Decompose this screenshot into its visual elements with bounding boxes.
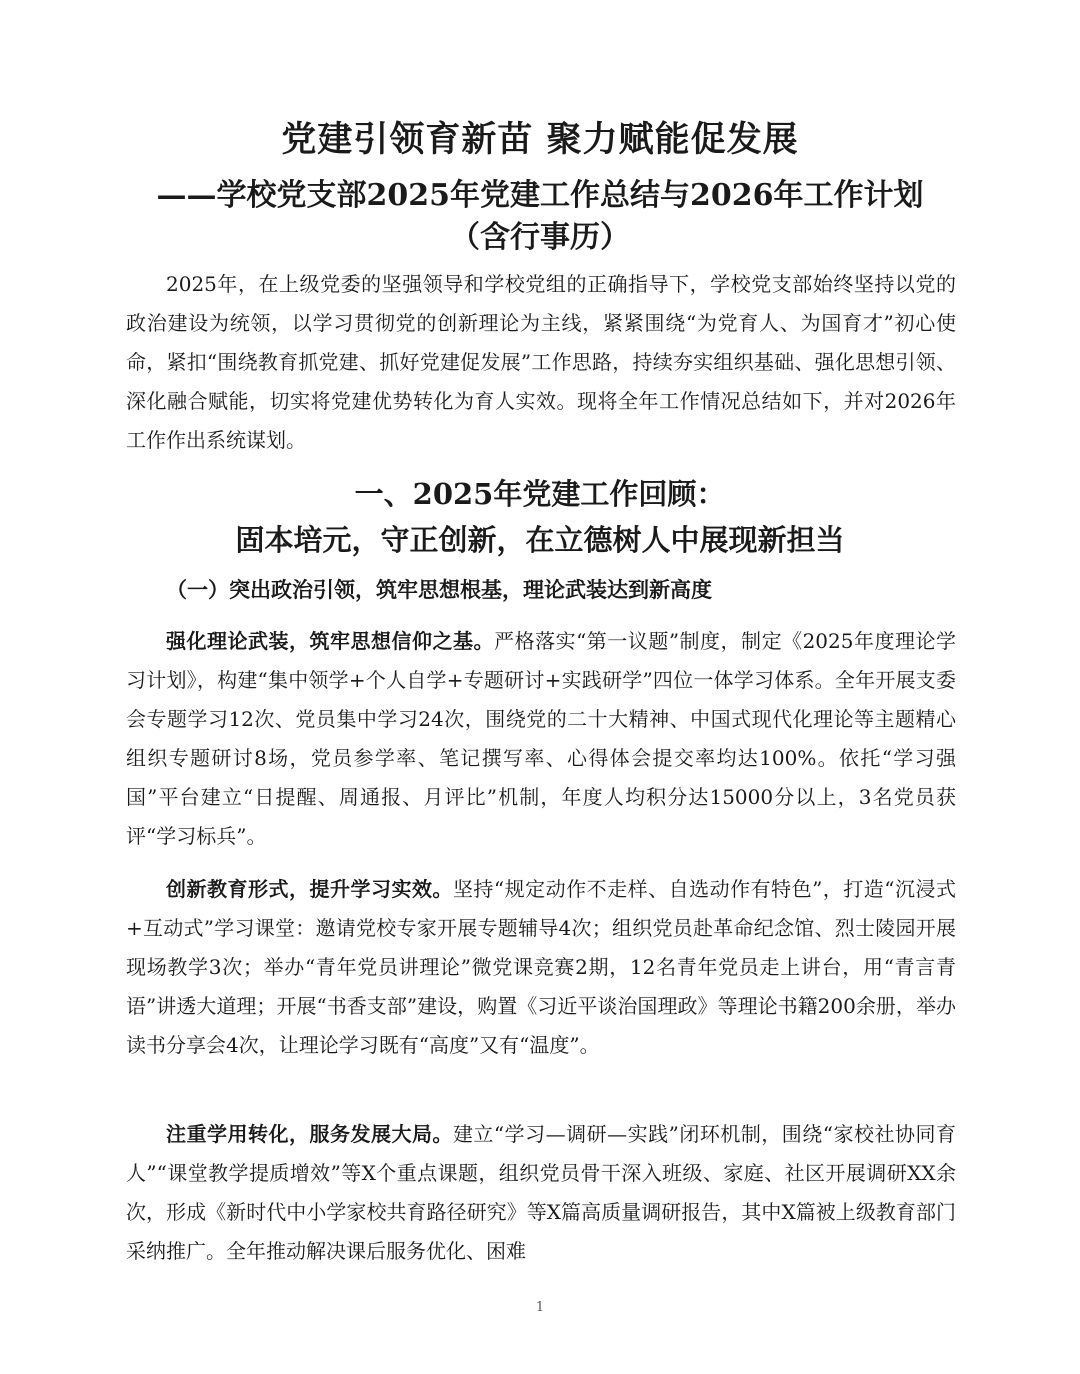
document-subtitle-note: （含行事历） xyxy=(450,220,630,255)
page-number: 1 xyxy=(535,1300,545,1315)
section-heading: 一、2025年党建工作回顾： xyxy=(354,477,726,511)
intro-paragraph: 2025年，在上级党委的坚强领导和学校党组的正确指导下，学校党支部始终坚持以党的政治建设为统领，以学习贯彻党的创新理论为主线，紧紧围绕“为党育人、为国育才”初心使命，紧扣“围绕教育抓党建、抓好党建促发展”工作思路，持续夯实组织基础、强化思想引领、深化融合赋能，切实将党建优势转化为育人实效。现将全年工作情况总结如下，并对2026年工作作出系统谋划。 xyxy=(126,272,956,452)
document-subtitle: ——学校党支部2025年党建工作总结与2026年工作计划 xyxy=(156,178,924,213)
paragraph-lead: 强化理论武装，筑牢思想信仰之基。 xyxy=(166,629,495,653)
section-subheading: 固本培元，守正创新，在立德树人中展现新担当 xyxy=(235,523,845,557)
body-paragraph xyxy=(126,870,956,1065)
paragraph-lead: 创新教育形式，提升学习实效。 xyxy=(166,877,453,901)
body-paragraph xyxy=(126,622,956,856)
paragraph-lead: 注重学用转化，服务发展大局。 xyxy=(166,1122,453,1146)
paragraph-body: 建立“学习—调研—实践”闭环机制，围绕“家校社协同育人”“课堂教学提质增效”等X个重点课题，组织党员骨干深入班级、家庭、社区开展调研XX余次，形成《新时代中小学家校共育路径研究》等X篇高质量调研报告，其中X篇被上级教育部门采纳推广。全年推动解决课后服务优化、困难 xyxy=(126,1122,956,1263)
document-title: 党建引领育新苗 聚力赋能促发展 xyxy=(281,119,799,160)
subsection-heading: （一）突出政治引领，筑牢思想根基，理论武装达到新高度 xyxy=(166,577,712,602)
paragraph-body: 坚持“规定动作不走样、自选动作有特色”，打造“沉浸式+互动式”学习课堂：邀请党校专家开展专题辅导4次；组织党员赴革命纪念馆、烈士陵园开展现场教学3次；举办“青年党员讲理论”微党课竞赛2期，12名青年党员走上讲台，用“青言青语”讲透大道理；开展“书香支部”建设，购置《习近平谈治国理政》等理论书籍200余册，举办读书分享会4次，让理论学习既有“高度”又有“温度”。 xyxy=(126,877,956,1057)
paragraph-body: 严格落实“第一议题”制度，制定《2025年度理论学习计划》，构建“集中领学+个人自学+专题研讨+实践研学”四位一体学习体系。全年开展支委会专题学习12次、党员集中学习24次，围绕党的二十大精神、中国式现代化理论等主题精心组织专题研讨8场，党员参学率、笔记撰写率、心得体会提交率均达100%。依托“学习强国”平台建立“日提醒、周通报、月评比”机制，年度人均积分达15000分以上，3名党员获评“学习标兵”。 xyxy=(126,629,956,848)
body-paragraph xyxy=(126,1115,956,1270)
